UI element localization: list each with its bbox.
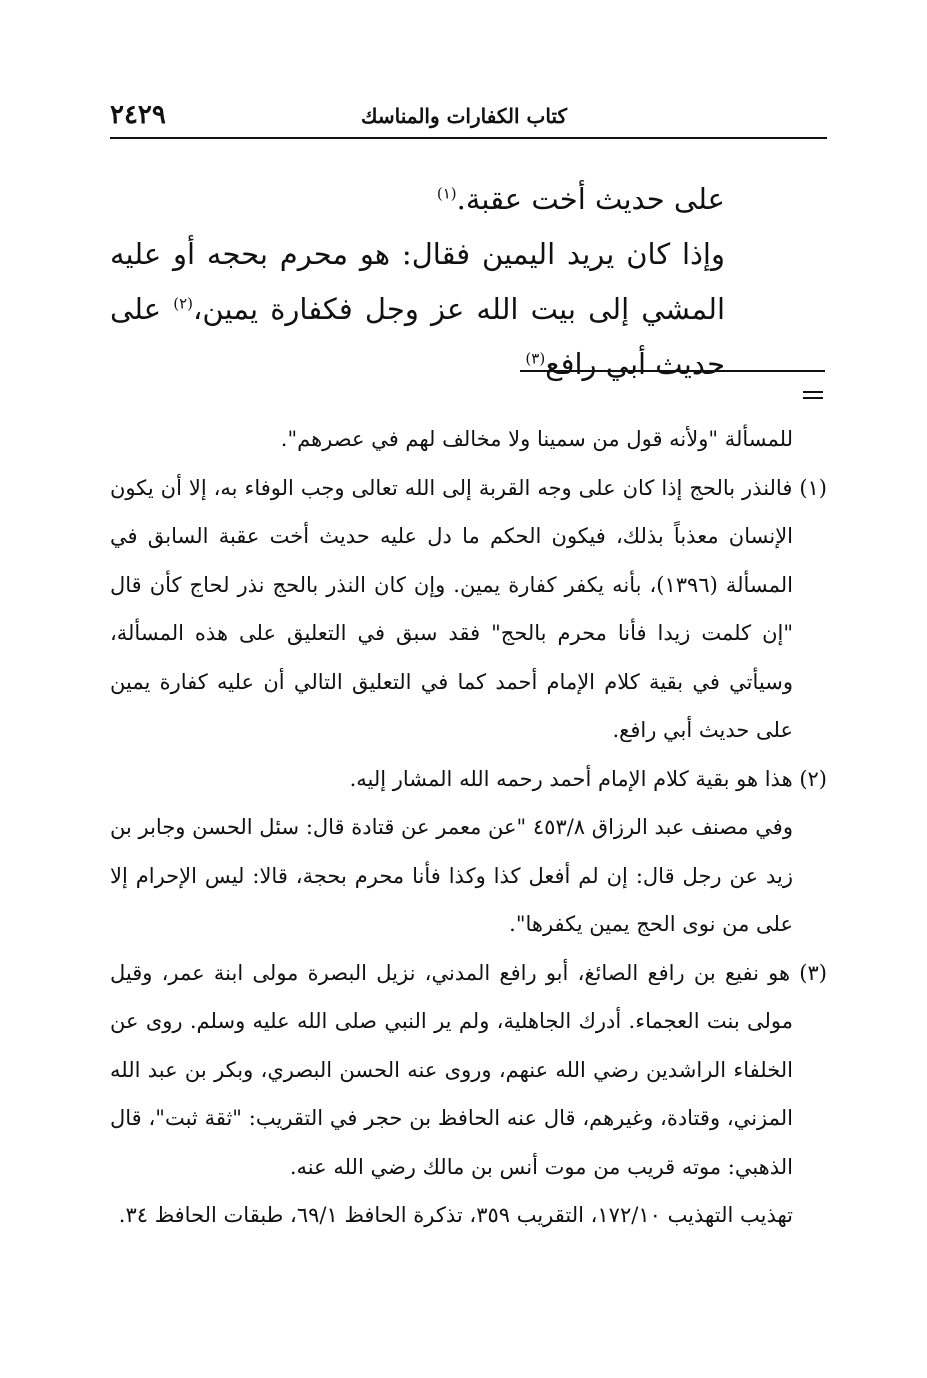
footnote-ref-2: (٢) (173, 294, 194, 313)
main-text (110, 172, 725, 392)
continuation-mark (803, 387, 823, 403)
footnote-1: (١) فالنذر بالحج إذا كان على وجه القربة إلى الله تعالى وجب الوفاء به، إلا أن يكون الإنسان معذباً بذلك، فيكون الحكم ما دل عليه حديث أخت عقبة السابق في المسألة (١٣٩٦)، بأنه يكفر كفارة يمين. وإن كان النذر بالحج نذر لحاج كأن قال "إن كلمت زيدا فأنا محرم بالحج" فقد سبق في التعليق على هذه المسألة، وسيأتي في بقية كلام الإمام أحمد كما في التعليق التالي أن عليه كفارة يمين على حديث أبي رافع. (110, 475, 827, 742)
main-paragraph-2: وإذا كان يريد اليمين فقال: هو محرم بحجه أو عليه المشي إلى بيت الله عز وجل فكفارة يمين،$^{(٢)}$ على حديث أبي رافع$^{(٣)}$ (110, 237, 726, 381)
footnote-2-continued: وفي مصنف عبد الرزاق ٤٥٣/٨ "عن معمر عن قتادة قال: سئل الحسن وجابر بن زيد عن رجل قال: إن لم أفعل كذا وكذا فأنا محرم بحجة، قالا: ليس الإحرام إلا على من نوى الحج يمين يكفرها". (109, 815, 793, 936)
header-rule (110, 137, 827, 139)
footnote-3: (٣) هو نفيع بن رافع الصائغ، أبو رافع المدني، نزيل البصرة مولى ابنة عمر، وقيل مولى بنت العجماء. أدرك الجاهلية، ولم ير النبي صلى الله عليه وسلم. روى عن الخلفاء الراشدين رضي الله عنهم، وروى عنه الحسن البصري، وبكر بن عبد الله المزني، وقتادة، وغيرهم، قال عنه الحافظ بن حجر في التقريب: "ثقة ثبت"، قال الذهبي: موته قريب من موت أنس بن مالك رضي الله عنه. (110, 960, 827, 1179)
main-paragraph-1: على حديث أخت عقبة.$^{(١)}$ (436, 182, 725, 216)
footnote-separator (520, 370, 825, 372)
running-header (110, 96, 827, 136)
footnote-3-sources: تهذيب التهذيب ١٧٢/١٠، التقريب ٣٥٩، تذكرة الحافظ ٦٩/١، طبقات الحافظ ٣٤. (118, 1203, 793, 1227)
footnote-ref-3: (٣) (525, 349, 546, 368)
book-title: كتاب الكفارات والمناسك (361, 104, 567, 128)
page-number: ٢٤٢٩ (110, 100, 166, 130)
footnote-ref-1: (١) (436, 184, 457, 203)
footnote-2: (٢) هذا هو بقية كلام الإمام أحمد رحمه الله المشار إليه. (349, 766, 827, 791)
footnotes (110, 415, 827, 1240)
footnote-continued: للمسألة "ولأنه قول من سمينا ولا مخالف لهم في عصرهم". (280, 427, 793, 451)
